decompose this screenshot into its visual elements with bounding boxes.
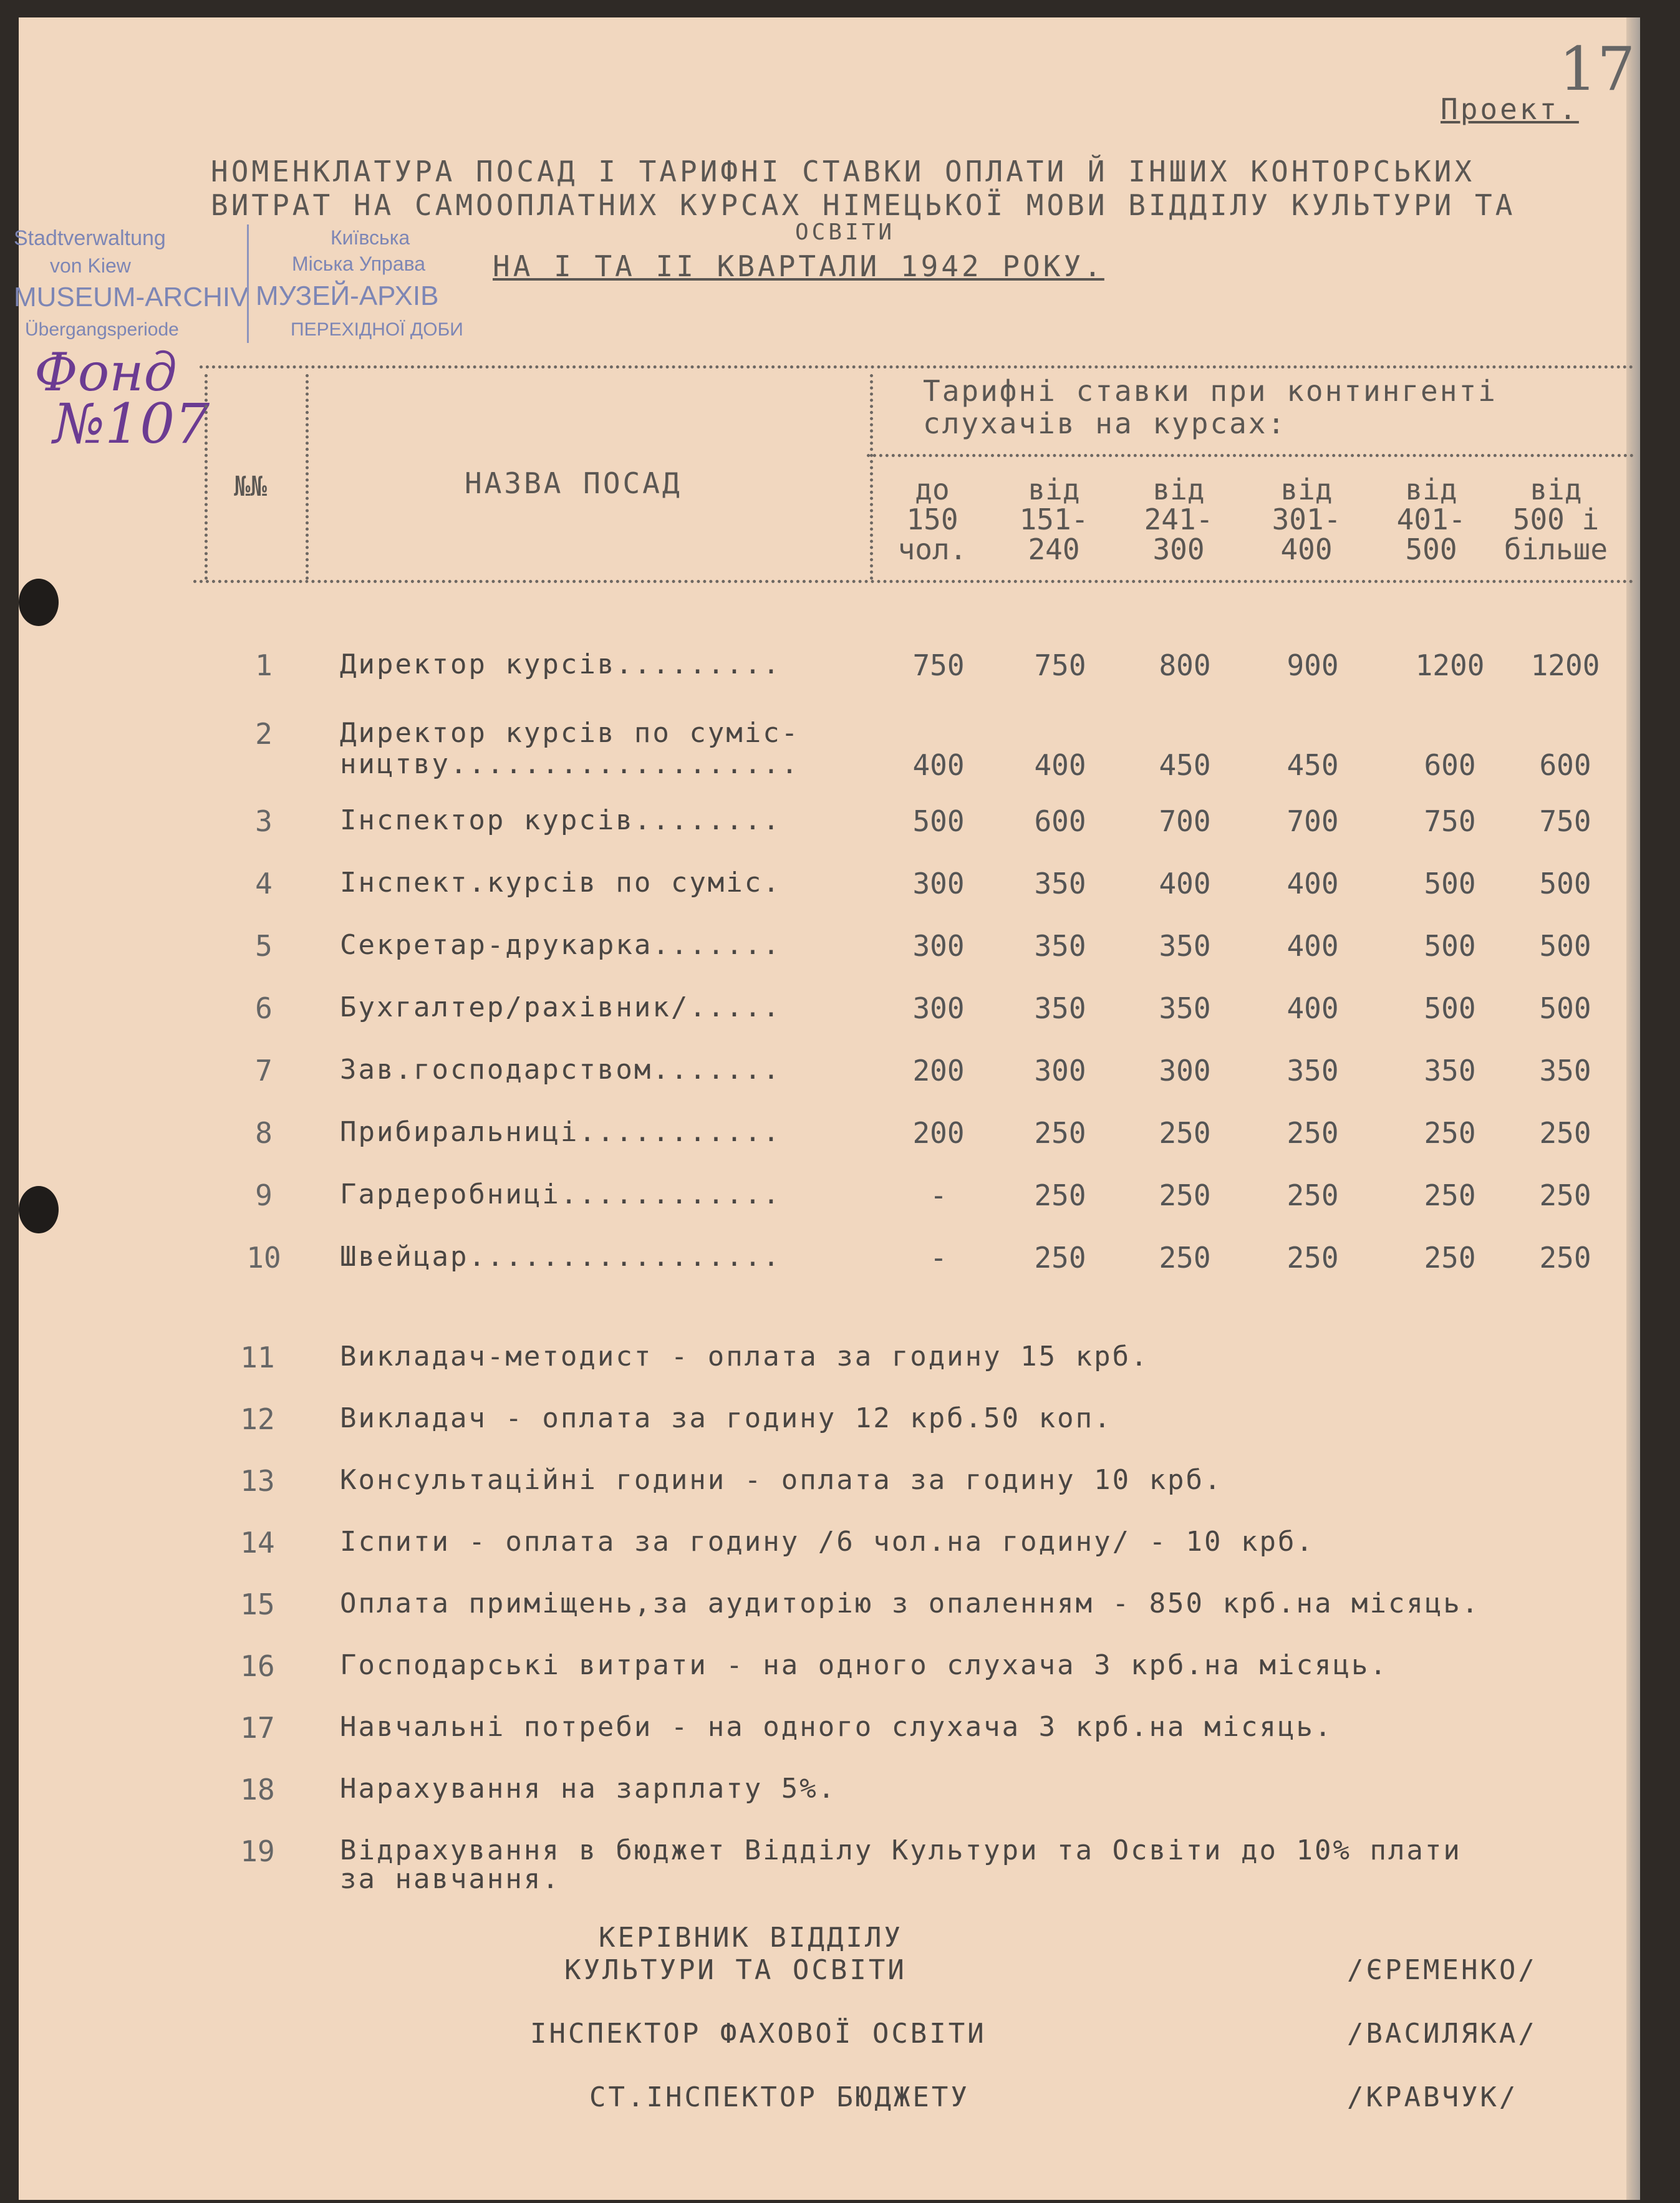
rate-cell: 250 bbox=[1287, 1116, 1339, 1150]
rate-cell: 250 bbox=[1287, 1241, 1339, 1275]
row-number: 10 bbox=[246, 1241, 281, 1275]
sig-role-3: СТ.ІНСПЕКТОР БЮДЖЕТУ bbox=[589, 2081, 970, 2113]
note-number: 13 bbox=[240, 1464, 275, 1498]
range-header-3-line-1: від bbox=[1152, 473, 1205, 506]
rate-cell: 300 bbox=[1034, 1054, 1086, 1087]
position-name: Прибиральниці........... bbox=[340, 1116, 781, 1148]
row-number: 4 bbox=[255, 867, 273, 900]
note-text: Нарахування на зарплату 5%. bbox=[340, 1773, 837, 1805]
rate-cell: 350 bbox=[1539, 1054, 1591, 1087]
row-number: 1 bbox=[255, 648, 273, 682]
rate-cell: 800 bbox=[1159, 648, 1211, 682]
rate-cell: 250 bbox=[1034, 1241, 1086, 1275]
rate-cell: 500 bbox=[1424, 929, 1476, 963]
table-group-divider bbox=[867, 454, 1634, 457]
range-header-2-line-2: 151- bbox=[1019, 503, 1089, 536]
rate-cell: 250 bbox=[1034, 1116, 1086, 1150]
rate-cell: 600 bbox=[1034, 804, 1086, 838]
header-rates-line-1: Тарифні ставки при контингенті bbox=[923, 374, 1497, 408]
row-number: 3 bbox=[255, 804, 273, 838]
rate-cell: 400 bbox=[1159, 867, 1211, 900]
rate-cell: 250 bbox=[1539, 1179, 1591, 1212]
note-number: 15 bbox=[240, 1588, 275, 1621]
header-rates-line-2: слухачів на курсах: bbox=[923, 407, 1287, 440]
stamp-ua-line-3: МУЗЕЙ-АРХІВ bbox=[256, 281, 439, 311]
stamp-de-line-1: Stadtverwaltung bbox=[14, 226, 166, 250]
rate-cell: 400 bbox=[1287, 991, 1339, 1025]
rate-cell: 1200 bbox=[1415, 648, 1485, 682]
position-name: Інспект.курсів по суміс. bbox=[340, 867, 781, 899]
stamp-ua-line-4: ПЕРЕХІДНОЇ ДОБИ bbox=[291, 319, 463, 340]
rate-cell: 450 bbox=[1287, 748, 1339, 782]
row-number: 8 bbox=[255, 1116, 273, 1150]
rate-cell: 250 bbox=[1424, 1116, 1476, 1150]
rate-cell: 400 bbox=[1287, 929, 1339, 963]
rate-cell: 600 bbox=[1424, 748, 1476, 782]
rate-cell: 250 bbox=[1287, 1179, 1339, 1212]
sig-name-3: /КРАВЧУК/ bbox=[1347, 2081, 1518, 2113]
rate-cell: 750 bbox=[1034, 648, 1086, 682]
rate-cell: 250 bbox=[1159, 1116, 1211, 1150]
rate-cell: 250 bbox=[1159, 1241, 1211, 1275]
stamp-ua-line-1: Київська bbox=[331, 226, 410, 249]
range-header-5-line-2: 401- bbox=[1396, 503, 1466, 536]
rate-cell: 500 bbox=[1424, 867, 1476, 900]
rate-cell: 350 bbox=[1034, 991, 1086, 1025]
rate-cell: 250 bbox=[1159, 1179, 1211, 1212]
note-text: Господарські витрати - на одного слухача 3 крб.на місяць. bbox=[340, 1649, 1388, 1681]
rate-cell: 400 bbox=[1034, 748, 1086, 782]
range-header-1-line-3: чол. bbox=[897, 533, 967, 566]
rate-cell: 500 bbox=[912, 804, 965, 838]
range-header-6-line-2: 500 і bbox=[1512, 503, 1600, 536]
document-page bbox=[19, 17, 1638, 2200]
range-header-2-line-1: від bbox=[1028, 473, 1080, 506]
stamp-divider bbox=[247, 224, 249, 343]
range-header-2-line-3: 240 bbox=[1028, 533, 1080, 566]
range-header-5-line-1: від bbox=[1405, 473, 1457, 506]
position-name: Директор курсів по суміс- bbox=[340, 717, 800, 749]
position-name: Секретар-друкарка....... bbox=[340, 929, 781, 961]
note-text-continued: за навчання. bbox=[340, 1863, 561, 1895]
rate-cell: 300 bbox=[912, 991, 965, 1025]
rate-cell: 350 bbox=[1159, 929, 1211, 963]
rate-cell: 300 bbox=[1159, 1054, 1211, 1087]
row-number: 2 bbox=[255, 717, 273, 751]
note-text: Викладач - оплата за годину 12 крб.50 коп. bbox=[340, 1402, 1113, 1434]
title-line-3: ОСВІТИ bbox=[795, 219, 896, 245]
stamp-de-line-2: von Kiew bbox=[50, 254, 131, 277]
range-header-3-line-2: 241- bbox=[1144, 503, 1214, 536]
position-name: Бухгалтер/рахівник/..... bbox=[340, 991, 781, 1023]
rate-cell: 900 bbox=[1287, 648, 1339, 682]
rate-cell: 300 bbox=[912, 929, 965, 963]
note-number: 12 bbox=[240, 1402, 275, 1436]
rate-cell: 350 bbox=[1424, 1054, 1476, 1087]
note-number: 19 bbox=[240, 1834, 275, 1868]
note-text: Оплата приміщень,за аудиторію з опаленням - 850 крб.на місяць. bbox=[340, 1588, 1480, 1619]
punch-hole bbox=[19, 1186, 59, 1233]
position-name: Гардеробниці............ bbox=[340, 1179, 781, 1210]
rate-cell: - bbox=[930, 1179, 947, 1212]
note-number: 18 bbox=[240, 1773, 275, 1806]
rate-cell: 500 bbox=[1539, 929, 1591, 963]
row-number: 7 bbox=[255, 1054, 273, 1087]
title-line-1: НОМЕНКЛАТУРА ПОСАД І ТАРИФНІ СТАВКИ ОПЛАТИ Й ІНШИХ КОНТОРСЬКИХ bbox=[211, 155, 1475, 188]
note-text: Навчальні потреби - на одного слухача 3 крб.на місяць. bbox=[340, 1711, 1333, 1743]
rate-cell: - bbox=[930, 1241, 947, 1275]
stamp-de-line-3: MUSEUM-ARCHIV bbox=[14, 282, 249, 312]
rate-cell: 750 bbox=[912, 648, 965, 682]
range-header-3-line-3: 300 bbox=[1152, 533, 1205, 566]
page-edge bbox=[1626, 17, 1640, 2200]
note-number: 17 bbox=[240, 1711, 275, 1745]
rate-cell: 400 bbox=[912, 748, 965, 782]
rate-cell: 250 bbox=[1424, 1241, 1476, 1275]
handwritten-fond-number: №107 bbox=[53, 392, 210, 456]
table-left-border bbox=[205, 374, 208, 580]
rate-cell: 700 bbox=[1159, 804, 1211, 838]
rate-cell: 350 bbox=[1034, 929, 1086, 963]
table-col-divider bbox=[306, 374, 309, 580]
note-text: Консультаційні години - оплата за годину 10 крб. bbox=[340, 1464, 1223, 1496]
note-number: 16 bbox=[240, 1649, 275, 1683]
position-name: Інспектор курсів........ bbox=[340, 804, 781, 836]
punch-hole bbox=[19, 579, 59, 626]
note-number: 14 bbox=[240, 1526, 275, 1559]
row-number: 6 bbox=[255, 991, 273, 1025]
rate-cell: 500 bbox=[1539, 991, 1591, 1025]
rate-cell: 400 bbox=[1287, 867, 1339, 900]
handwritten-fond: Фонд bbox=[34, 342, 177, 403]
note-text: Викладач-методист - оплата за годину 15 крб. bbox=[340, 1341, 1149, 1372]
rate-cell: 250 bbox=[1034, 1179, 1086, 1212]
range-header-4-line-3: 400 bbox=[1280, 533, 1333, 566]
row-number: 5 bbox=[255, 929, 273, 963]
position-name: Директор курсів......... bbox=[340, 648, 781, 680]
stamp-ua-line-2: Міська Управа bbox=[292, 253, 426, 275]
sig-role-2: ІНСПЕКТОР ФАХОВОЇ ОСВІТИ bbox=[530, 2018, 987, 2050]
range-header-6-line-1: від bbox=[1530, 473, 1582, 506]
project-label: Проект. bbox=[1441, 92, 1579, 126]
position-name-continued: ництву................... bbox=[340, 748, 800, 780]
rate-cell: 200 bbox=[912, 1116, 965, 1150]
rate-cell: 250 bbox=[1424, 1179, 1476, 1212]
range-header-4-line-2: 301- bbox=[1272, 503, 1341, 536]
sig-name-2: /ВАСИЛЯКА/ bbox=[1347, 2018, 1537, 2050]
archive-number: 17 bbox=[1559, 34, 1636, 104]
rate-cell: 1200 bbox=[1530, 648, 1600, 682]
sig-name-1: /ЄРЕМЕНКО/ bbox=[1347, 1954, 1537, 1986]
header-number: №№ bbox=[234, 471, 267, 503]
rate-cell: 300 bbox=[912, 867, 965, 900]
rate-cell: 350 bbox=[1159, 991, 1211, 1025]
stamp-de-line-4: Übergangsperiode bbox=[25, 319, 179, 340]
rate-cell: 250 bbox=[1539, 1241, 1591, 1275]
note-number: 11 bbox=[240, 1341, 275, 1374]
rate-cell: 200 bbox=[912, 1054, 965, 1087]
row-number: 9 bbox=[255, 1179, 273, 1212]
position-name: Швейцар................. bbox=[340, 1241, 781, 1273]
rate-cell: 750 bbox=[1539, 804, 1591, 838]
range-header-5-line-3: 500 bbox=[1405, 533, 1457, 566]
rate-cell: 600 bbox=[1539, 748, 1591, 782]
note-text: Іспити - оплата за годину /6 чол.на годину/ - 10 крб. bbox=[340, 1526, 1315, 1558]
range-header-6-line-3: більше bbox=[1504, 533, 1608, 566]
header-position-name: НАЗВА ПОСАД bbox=[465, 466, 682, 500]
rate-cell: 750 bbox=[1424, 804, 1476, 838]
rate-cell: 500 bbox=[1539, 867, 1591, 900]
table-header-bottom-border bbox=[193, 580, 1634, 583]
rate-cell: 250 bbox=[1539, 1116, 1591, 1150]
table-top-border bbox=[200, 365, 1634, 369]
title-line-4: НА І ТА ІІ КВАРТАЛИ 1942 РОКУ. bbox=[493, 249, 1104, 283]
range-header-1-line-2: 150 bbox=[906, 503, 958, 536]
sig-role-1-line-1: КЕРІВНИК ВІДДІЛУ bbox=[599, 1922, 903, 1954]
sig-role-1-line-2: КУЛЬТУРИ ТА ОСВІТИ bbox=[564, 1954, 907, 1986]
title-line-2: ВИТРАТ НА САМООПЛАТНИХ КУРСАХ НІМЕЦЬКОЇ МОВИ ВІДДІЛУ КУЛЬТУРИ ТА bbox=[211, 188, 1516, 222]
rate-cell: 350 bbox=[1287, 1054, 1339, 1087]
range-header-4-line-1: від bbox=[1280, 473, 1333, 506]
position-name: Зав.господарством....... bbox=[340, 1054, 781, 1086]
rate-cell: 350 bbox=[1034, 867, 1086, 900]
rate-cell: 450 bbox=[1159, 748, 1211, 782]
note-text: Відрахування в бюджет Відділу Культури та Освіти до 10% плати bbox=[340, 1834, 1462, 1866]
rate-cell: 700 bbox=[1287, 804, 1339, 838]
rate-cell: 500 bbox=[1424, 991, 1476, 1025]
range-header-1-line-1: до bbox=[915, 473, 950, 506]
